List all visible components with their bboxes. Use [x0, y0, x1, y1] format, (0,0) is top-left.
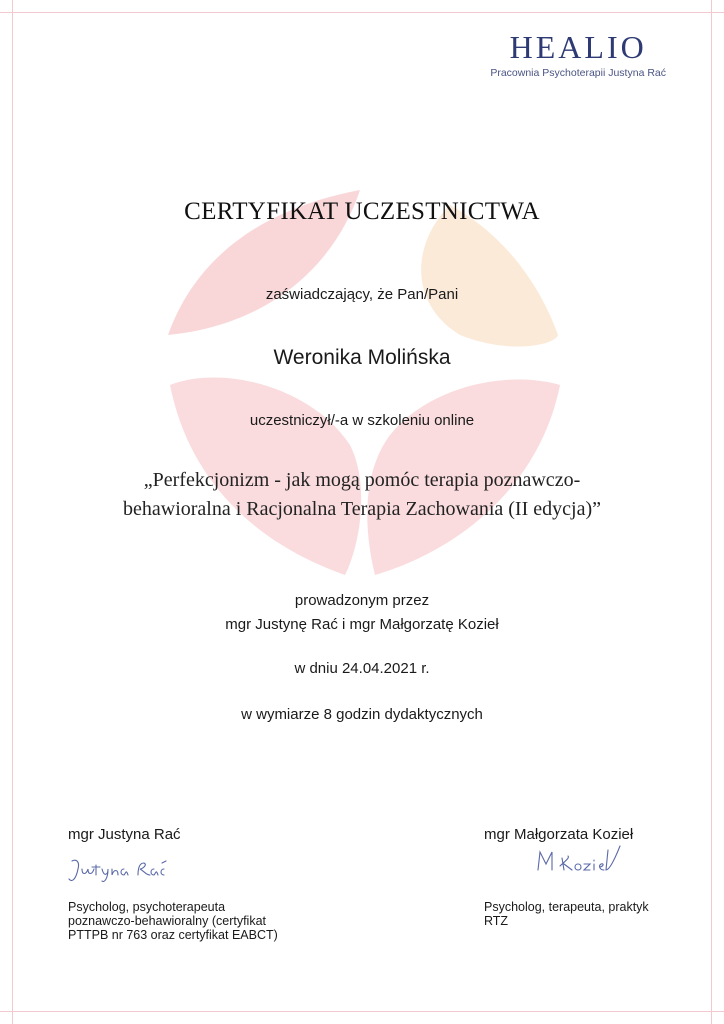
- conducted-by-text: prowadzonym przez: [294, 592, 430, 609]
- frame-top-line: [0, 12, 724, 13]
- signatory-name: mgr Justyna Rać: [68, 826, 181, 843]
- signatory-description: [484, 900, 649, 928]
- handwritten-signature-left: [66, 853, 186, 887]
- frame-bottom-line: [0, 1011, 724, 1012]
- participation-text: uczestniczył/-a w szkoleniu online: [249, 412, 475, 429]
- signatory-description: [68, 900, 278, 942]
- trainers-text: mgr Justynę Rać i mgr Małgorzatę Kozieł: [225, 616, 499, 633]
- hours-text: w wymiarze 8 godzin dydaktycznych: [241, 706, 483, 723]
- logo-name: HEALIO: [509, 29, 647, 65]
- course-title: [0, 466, 724, 524]
- handwritten-signature-right: [534, 842, 624, 876]
- signatory-description-line: RTZ: [484, 914, 509, 928]
- signatory-name: mgr Małgorzata Kozieł: [484, 826, 634, 843]
- course-title-line-1: „Perfekcjonizm - jak mogą pomóc terapia poznawczo-: [143, 469, 581, 491]
- date-text: w dniu 24.04.2021 r.: [294, 660, 430, 677]
- logo-subtitle: Pracownia Psychoterapii Justyna Rać: [490, 67, 666, 79]
- signatory-description-line: PTTPB nr 763 oraz certyfikat EABCT): [68, 928, 278, 942]
- healio-logo: [490, 30, 666, 79]
- signatory-description-line: Psycholog, psychoterapeuta: [68, 900, 226, 914]
- intro-text: zaświadczający, że Pan/Pani: [265, 286, 459, 303]
- signatory-description-line: poznawczo-behawioralny (certyfikat: [68, 914, 267, 928]
- certificate-title: CERTYFIKAT UCZESTNICTWA: [184, 198, 540, 225]
- signatory-left: [68, 826, 328, 942]
- participant-name: Weronika Molińska: [273, 346, 451, 369]
- signatory-description-line: Psycholog, terapeuta, praktyk: [484, 900, 649, 914]
- course-title-line-2: behawioralna i Racjonalna Terapia Zachowania (II edycja)”: [123, 498, 601, 520]
